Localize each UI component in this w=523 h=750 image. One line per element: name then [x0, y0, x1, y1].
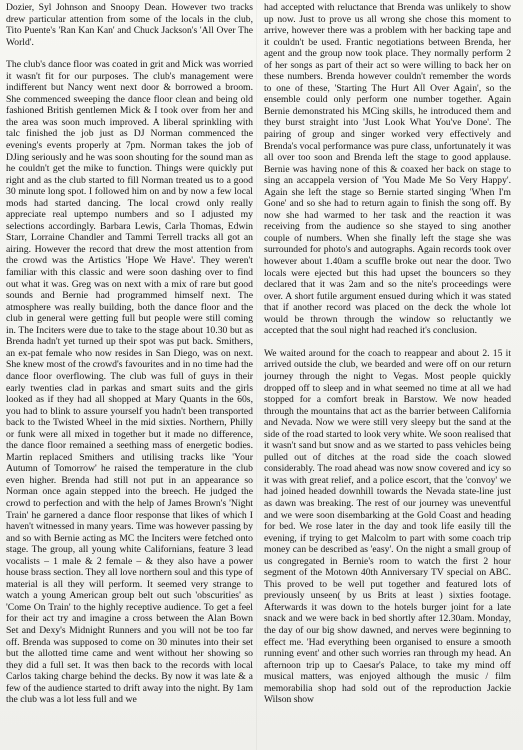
- paragraph: Dozier, Syl Johnson and Snoopy Dean. However two tracks drew particular attention from some of the locals in the club, Tito Puente's 'Ran Kan Kan' and Chuck Jackson's 'All Over The World'.: [6, 2, 253, 48]
- paragraph: We waited around for the coach to reappear and about 2. 15 it arrived outside the club, we bearded and were off on our return journey through the night to Vegas. Most people quickly dropped off to sleep and in what seemed no time at all we had stopped for a comfort break in Barstow. We now headed through the mountains that act as the barrier between California and Nevada. Now we were still very sleepy but the sand at the side of the road started to look very white. We soon realised that it wasn't sand but snow and as we started to pass vehicles being pulled out of ditches at the road side the coach slowed considerably. The road ahead was now snow covered and icy so it was with great relief, and a police escort, that the 'convoy' we had joined headed downhill towards the Nevada state-line just as dawn was breaking. The rest of our journey was uneventful and we were soon disembarking at the Gold Coast and heading for bed. We rose later in the day and took life easily till the evening, if trying to get Malcolm to part with some coach trip money can be described as 'easy'. On the night a small group of us congregated in Bernie's room to watch the first 2 hour segment of the Motown 40th Anniversary TV special on ABC. This proved to be well put together and featured lots of previously unseen( by us Brits at least ) sixties footage. Afterwards it was down to the hotels burger joint for a late snack and we were back in bed shortly after 12.30am. Monday, the day of our big show dawned, and nerves were beginning to effect me. 'Had everything been organised to ensure a smooth running event' and other such worries ran through my head. An afternoon trip up to Caesar's Palace, to take my mind off musical matters, was enjoyed although the music / film memorabilia shop had sold out of the reproduction Jackie Wilson show: [264, 347, 511, 706]
- left-column: [6, 2, 253, 748]
- right-column: [264, 2, 511, 748]
- paragraph: The club's dance floor was coated in grit and Mick was worried it wasn't fit for our purposes. The club's management were indifferent but Nancy went next door & borrowed a broom. She commenced sweeping the dance floor clean and being old fashioned British gentlemen Mick & I took over from her and the area was soon much improved. A liberal sprinkling with talc finished the job just as DJ Norman commenced the evening's events properly at 7pm. Norman takes the job of DJing seriously and he was soon shouting for the sound man as he couldn't get the mike to function. Things were quickly put right and as the club started to fill Norman treated us to a good 30 minute long spot. I followed him on and by now a few local mods had started dancing. The local crowd only really appreciate real uptempo numbers and so I adjusted my selections accordingly. Barbara Lewis, Carla Thomas, Edwin Starr, Lorraine Chandler and Tammi Terrell tracks all got an airing. However the record that drew the most attention from the crowd was the Artistics 'Hope We Have'. They weren't familiar with this classic and were soon dashing over to find out what it was. Greg was on next with a mix of rare but good sounds and Bernie had programmed himself next. The atmosphere was really building, both the dance floor and the club in general were getting full but people were still coming in. The Inciters were due to take to the stage about 10.30 but as Brenda hadn't yet turned up their spot was put back. Smithers, an ex-pat female who now resides in San Diego, was on next. She knew most of the crowd's favourites and in no time had the dance floor overflowing. The club was full of guys in their early twenties clad in parkas and smart suits and the girls looked as if they had all shopped at Mary Quants in the 60s, you had to blink to assure yourself you hadn't been transported back to the Twisted Wheel in the mid sixties. Northern, Philly or funk were all mixed in together but it made no difference, the dance floor remained a seething mass of energetic bodies. Martin replaced Smithers and utilising tracks like 'Your Autumn of Tomorrow' he raised the temperature in the club even higher. Brenda had still not put in an appearance so Norman once again stepped into the breech. He judged the crowd to perfection and with the help of James Brown's 'Night Train' he garnered a dance floor response that likes of which I haven't witnessed in many years. Time was however passing by and so with Bernie acting as MC the Inciters were fetched onto stage. The group, all young white Californians, feature 3 lead vocalists – 1 male & 2 female – & they also have a power house brass section. They all love northern soul and this type of material is all they will perform. It seemed very strange to watch a young American group belt out such 'obscurities' as 'Come On Train' to the highly receptive audience. To get a feel for their act try and imagine a cross between the Alan Bown Set and Dexy's Midnight Runners and you will not be too far off. Brenda was supposed to come on 30 minutes into their set but the allotted time came and went without her showing so they did a full set. It was then back to the records with local Carlos taking charge behind the decks. By now it was late & a few of the audience started to drift away into the night. By 1am the club was a lot less full and we: [6, 59, 253, 706]
- paragraph: had accepted with reluctance that Brenda was unlikely to show up now. Just to prove us all wrong she chose this moment to arrive, however there was a problem with her backing tape and it couldn't be used. Frantic negotiations between Brenda, her agent and the group now took place. They normally perform 2 of her songs as part of their act so were willing to back her on these numbers. Brenda however couldn't remember the words to one of these, 'Starting The Hurt All Over Again', so the ensemble could only perform one number together. Again Bernie demonstrated his MCing skills, he introduced them and they burst straight into 'Just Look What You've Done'. The pairing of group and singer worked very effectively and Brenda's vocal performance was pure class, unfortunately it was all over too soon and Brenda left the stage to good applause. Bernie was having none of this & coaxed her back on stage to sing an accappela version of 'You Made Me So Very Happy'. Again she left the stage so Bernie started singing 'When I'm Gone' and so she had to return again to finish the song off. By now she had warmed to her task and the reaction it was receiving from the audience so she stayed to sing another couple of numbers. When she finally left the stage she was surrounded for photo's and autographs. Again records took over however about 1.40am a scuffle broke out near the door. Two locals were ejected but this had upset the bouncers so they declared that it was 2am and so the nite's proceedings were over. A short futile argument ensued during which it was stated that if another record was placed on the deck the whole lot would be thrown through the window so reluctantly we accepted that the soul night had reached it's conclusion.: [264, 2, 511, 337]
- column-gutter: [256, 0, 257, 750]
